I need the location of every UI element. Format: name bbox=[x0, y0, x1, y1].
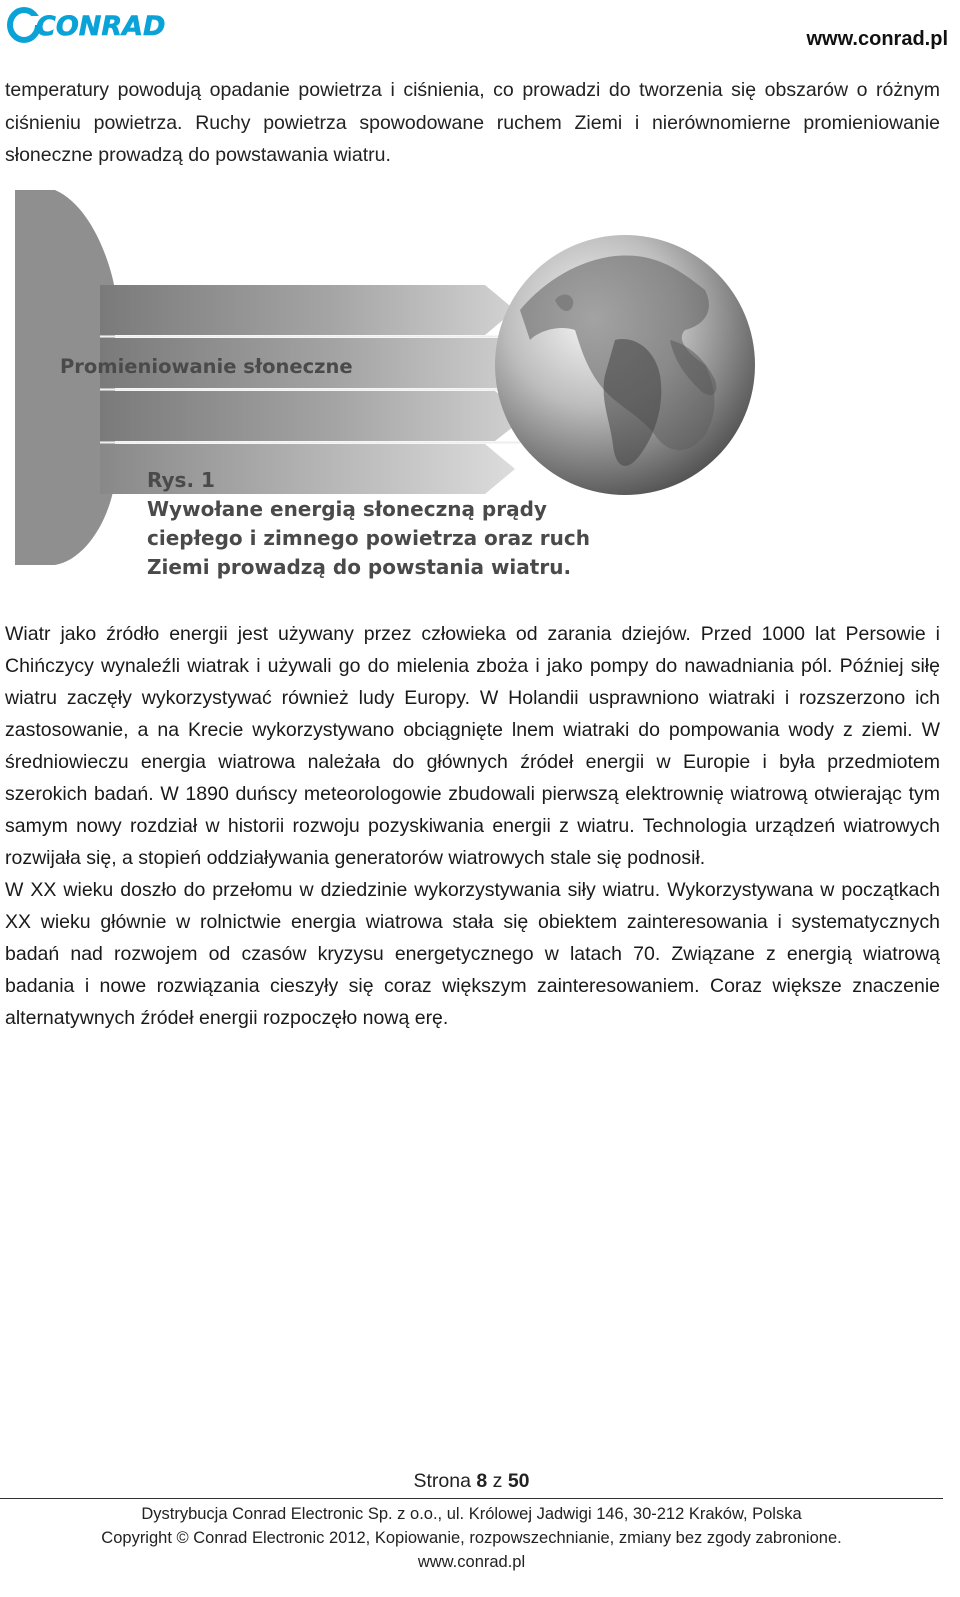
paragraph-20th-century: W XX wieku doszło do przełomu w dziedzinie wykorzystywania siły wiatru. Wykorzystywana w początkach XX wieku głównie w rolnictwie energia wiatrowa stała się obiektem zainteresowania i systematycznych badań nad rozwojem od czasów kryzysu energetycznego w latach 70. Związane z energią wiatrową badania i nowe rozwiązania cieszyły się coraz większym zainteresowaniem. Coraz większe znaczenie alternatywnych źródeł energii rozpoczęło nową erę. bbox=[5, 879, 940, 1029]
footer-url: www.conrad.pl bbox=[417, 1553, 526, 1571]
page-total: 50 bbox=[507, 1470, 530, 1492]
footer-copyright: Copyright © Conrad Electronic 2012, Kopiowanie, rozpowszechnianie, zmiany bez zgody zabronione. bbox=[101, 1529, 842, 1547]
body-text bbox=[5, 618, 940, 1034]
figure-caption-line-2: ciepłego i zimnego powietrza oraz ruch bbox=[147, 526, 590, 550]
figure-caption-line-1: Wywołane energią słoneczną prądy bbox=[147, 497, 547, 521]
header-site-url: www.conrad.pl bbox=[806, 28, 948, 50]
figure-caption-title: Rys. 1 bbox=[147, 468, 215, 492]
footer-distribution: Dystrybucja Conrad Electronic Sp. z o.o., ul. Królowej Jadwigi 146, 30-212 Kraków, Polska bbox=[141, 1505, 802, 1523]
footer-divider bbox=[0, 1498, 943, 1499]
page-number bbox=[0, 1470, 943, 1493]
solar-radiation-figure bbox=[15, 190, 760, 595]
paragraph-history: Wiatr jako źródło energii jest używany przez człowieka od zarania dziejów. Przed 1000 lat Persowie i Chińczycy wynaleźli wiatrak i używali go do mielenia zboża i jako pompy do nawadniania pól. Później siłę wiatru zaczęły wykorzystywać również ludy Europy. W Holandii usprawniono wiatraki i rozszerzono ich zastosowanie, a na Krecie wykorzystywano obciągnięte lnem wiatraki do pompowania wody z ziemi. W średniowieczu energia wiatrowa należała do głównych źródeł energii w Europie i była przedmiotem szerokich badań. W 1890 duńscy meteorologowie zbudowali pierwszą elektrownię wiatrową otwierając tym samym nowy rozdział w historii rozwoju pozyskiwania energii z wiatru. Technologia urządzeń wiatrowych rozwijała się, a stopień oddziaływania generatorów wiatrowych stale się podnosił. bbox=[5, 623, 940, 869]
page-current: 8 bbox=[476, 1470, 488, 1492]
figure-caption-line-3: Ziemi prowadzą do powstania wiatru. bbox=[147, 555, 572, 579]
footer bbox=[0, 1502, 943, 1574]
radiation-beams bbox=[100, 285, 533, 494]
earth-globe bbox=[495, 235, 755, 495]
page-prefix: Strona bbox=[413, 1470, 471, 1492]
intro-paragraph: temperatury powodują opadanie powietrza i ciśnienia, co prowadzi do tworzenia się obszarów o różnym ciśnieniu powietrza. Ruchy powietrza spowodowane ruchem Ziemi i nierównomierne promieniowanie słoneczne prowadzą do powstawania wiatru. bbox=[5, 79, 940, 166]
logo-text: CONRAD bbox=[36, 11, 166, 42]
page-separator: z bbox=[492, 1470, 503, 1492]
conrad-logo bbox=[6, 6, 166, 44]
figure-label: Promieniowanie słoneczne bbox=[60, 355, 353, 378]
